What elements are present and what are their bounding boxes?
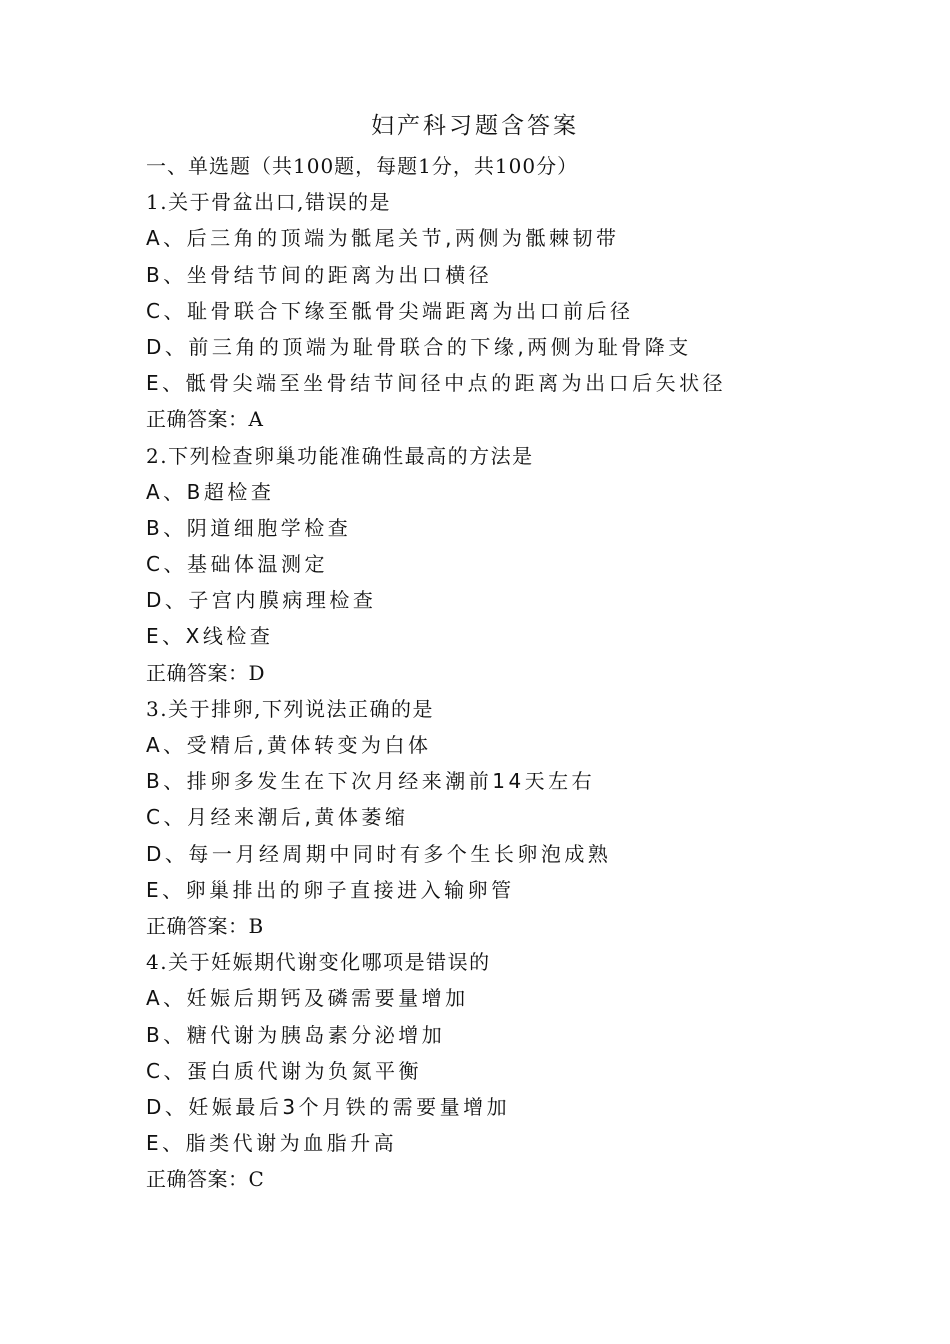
option-b: B、糖代谢为胰岛素分泌增加	[146, 1022, 446, 1047]
option-e: E、X线检查	[146, 624, 274, 649]
option-d: D、前三角的顶端为耻骨联合的下缘,两侧为耻骨降支	[146, 334, 692, 359]
section-heading: 一、单选题（共100题，每题1分，共100分）	[146, 154, 579, 178]
question-block	[146, 438, 906, 691]
question-block	[146, 944, 906, 1197]
option-a: A、妊娠后期钙及磷需要量增加	[146, 986, 469, 1011]
question-block	[146, 184, 906, 437]
option-e: E、骶骨尖端至坐骨结节间径中点的距离为出口后矢状径	[146, 371, 727, 396]
option-c: C、蛋白质代谢为负氮平衡	[146, 1058, 422, 1083]
option-c: C、月经来潮后,黄体萎缩	[146, 805, 409, 830]
option-b: B、坐骨结节间的距离为出口横径	[146, 262, 493, 287]
option-b: B、阴道细胞学检查	[146, 515, 352, 540]
option-d: D、妊娠最后3个月铁的需要量增加	[146, 1094, 511, 1119]
option-a: A、B超检查	[146, 479, 275, 504]
option-a: A、受精后,黄体转变为白体	[146, 733, 432, 757]
option-d: D、子宫内膜病理检查	[146, 588, 377, 613]
question-stem: 4.关于妊娠期代谢变化哪项是错误的	[146, 950, 491, 975]
correct-answer: 正确答案：A	[146, 407, 264, 432]
question-stem: 2.下列检查卵巢功能准确性最高的方法是	[146, 443, 534, 468]
document-title: 妇产科习题含答案	[371, 113, 579, 139]
question-stem: 1.关于骨盆出口,错误的是	[146, 190, 391, 215]
correct-answer: 正确答案：B	[146, 913, 264, 938]
correct-answer: 正确答案：C	[146, 1167, 265, 1192]
document-body	[146, 148, 906, 1197]
question-block	[146, 691, 906, 944]
option-e: E、脂类代谢为血脂升高	[146, 1131, 398, 1156]
option-c: C、耻骨联合下缘至骶骨尖端距离为出口前后径	[146, 298, 634, 323]
option-b: B、排卵多发生在下次月经来潮前14天左右	[146, 769, 596, 794]
option-e: E、卵巢排出的卵子直接进入输卵管	[146, 877, 515, 902]
option-a: A、后三角的顶端为骶尾关节,两侧为骶棘韧带	[146, 226, 620, 251]
question-stem: 3.关于排卵,下列说法正确的是	[146, 696, 434, 721]
option-c: C、基础体温测定	[146, 552, 328, 577]
option-d: D、每一月经周期中同时有多个生长卵泡成熟	[146, 841, 612, 866]
correct-answer: 正确答案：D	[146, 660, 266, 685]
